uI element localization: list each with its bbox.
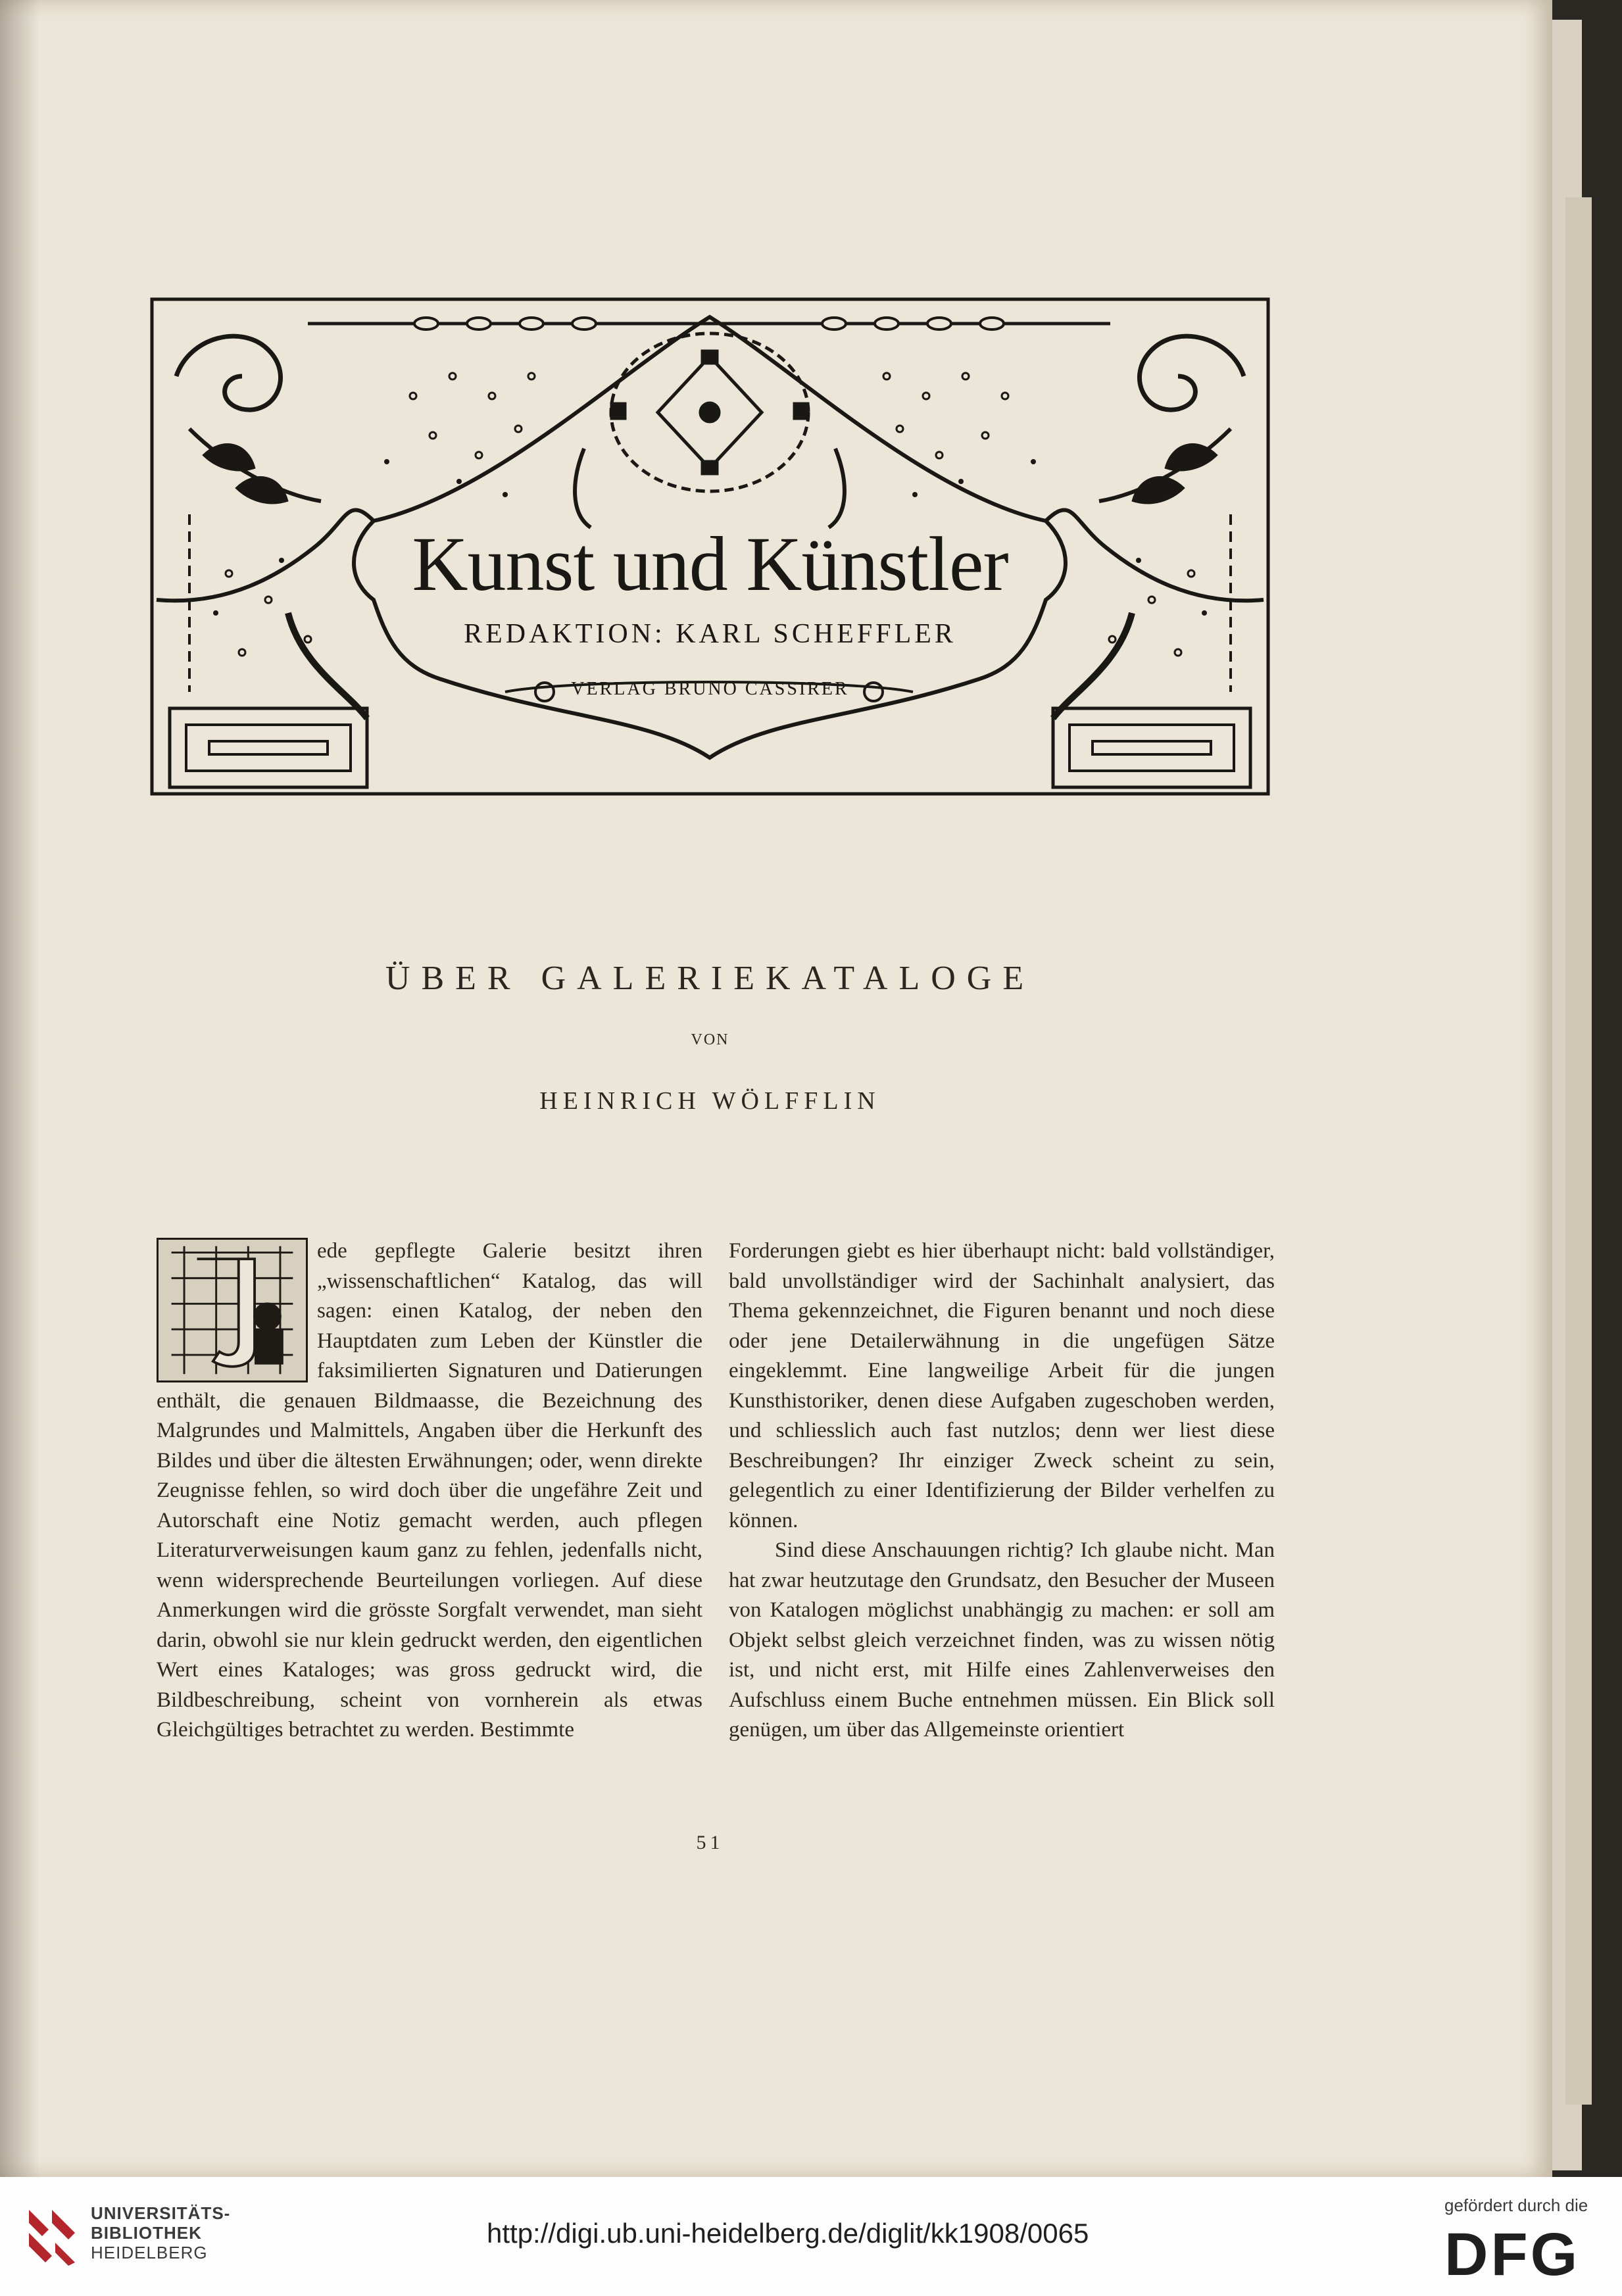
text-column-right: [729, 1236, 1275, 1746]
page-number: 51: [696, 1832, 724, 1853]
library-name-line1: UNIVERSITÄTS-: [91, 2203, 231, 2223]
library-name-line3: HEIDELBERG: [91, 2243, 208, 2262]
masthead-ornament: [150, 297, 1270, 796]
page-stack-edge-inner: [1565, 197, 1592, 2105]
paragraph: ede gepflegte Galerie besitzt ihren „wissenschaftlichen“ Katalog, das will sagen: einen Katalog, der neben den Hauptdaten zum Leben der Künstler die faksimilierten Signaturen und Datierungen enthält, die genauen Bildmaasse, die Bezeichnung des Malgrundes und Malmittels, Angaben über die Herkunft des Bildes und über die ältesten Erwähnungen; oder, wenn direkte Zeugnisse fehlen, so wird doch über die ungefähre Zeit und Autorschaft eine Notiz gemacht werden, auch pflegen Literaturverweisungen kaum ganz zu fehlen, jedenfalls nicht, wenn widersprechende Beurteilungen vorliegen. Auf diese Anmerkungen wird die grösste Sorgfalt verwendet, man sieht darin, obwohl sie nur klein gedruckt werden, den eigentlichen Wert eines Kataloges; was gross gedruckt wird, die Bildbeschreibung, scheint von vornherein als etwas Gleichgültiges betrachtet zu werden. Bestimmte: [157, 1239, 702, 1742]
footer-bar: [0, 2177, 1622, 2296]
library-name: [91, 2203, 230, 2262]
article-author: HEINRICH WÖLFFLIN: [539, 1087, 881, 1115]
byline-von: VON: [691, 1031, 729, 1048]
gutter-shadow: [0, 0, 39, 2177]
paragraph: Forderungen giebt es hier überhaupt nicht: bald vollständiger, bald unvollständiger wird der Sachinhalt analysiert, das Thema gekennzeichnet, die Figuren benannt und noch diese oder jene Detailerwähnung in die ungefügen Sätze eingeklemmt. Eine langweilige Arbeit für die jungen Kunsthistoriker, denen diese Aufgaben zugeschoben werden, und schliesslich auch fast nutzlos; denn wer liest diese Beschreibungen? Ihr einziger Zweck scheint zu sein, gelegentlich zu einer Identifizierung der Bilder verhelfen zu können.: [729, 1239, 1275, 1532]
text-column-left: [157, 1236, 702, 1746]
initial-illustration: [159, 1240, 306, 1380]
article-title: ÜBER GALERIEKATALOGE: [385, 960, 1035, 997]
paragraph: Sind diese Anschauungen richtig? Ich glaube nicht. Man hat zwar heutzutage den Grundsatz, den Besucher der Museen von Katalogen möglichst unabhängig zu machen: er soll am Objekt selbst gleich verzeichnet finden, was zu wissen nötig ist, und nicht erst, mit Hilfe eines Zahlenverweises den Aufschluss einem Buche entnehmen müssen. Ein Blick soll genügen, um über das Allgemeinste orientiert: [729, 1538, 1275, 1742]
decorated-initial-j: [157, 1238, 308, 1382]
library-name-line2: BIBLIOTHEK: [91, 2223, 202, 2243]
university-library-logo-icon: [22, 2203, 82, 2269]
dfg-logo: DFG: [1444, 2221, 1581, 2288]
source-url-link[interactable]: http://digi.ub.uni-heidelberg.de/diglit/kk1908/0065: [487, 2218, 1089, 2249]
masthead-title: Kunst und Künstler: [412, 521, 1008, 607]
masthead-publisher: VERLAG BRUNO CASSIRER: [571, 679, 849, 699]
masthead-editor: REDAKTION: KARL SCHEFFLER: [464, 619, 956, 649]
funder-label: gefördert durch die: [1444, 2195, 1588, 2215]
